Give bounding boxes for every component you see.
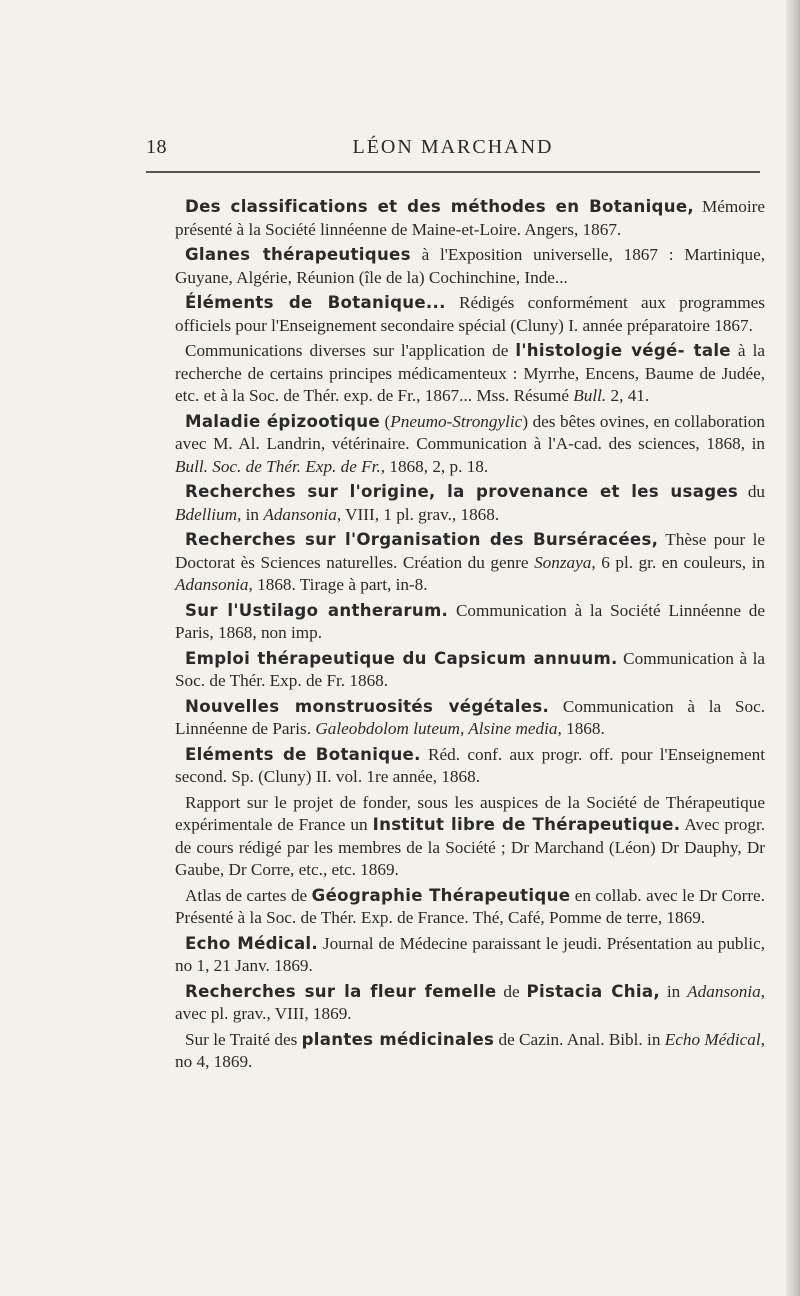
- entry-text: à l'Exposition universelle, 1867 : Martinique, Guyane, Algérie, Réunion (île de la) Cochinchine, Inde...: [175, 245, 765, 287]
- entry-text: Communications diverses sur l'application de: [185, 341, 516, 360]
- header-rule: [146, 171, 760, 173]
- entry-text: du: [738, 482, 766, 501]
- entry-taxon: Galeobdolom luteum, Alsine media: [315, 719, 558, 738]
- bibliography-entry: [175, 1029, 765, 1074]
- entry-journal: Adansonia: [175, 575, 249, 594]
- entry-journal: Bull.: [573, 386, 607, 405]
- entry-title: Recherches sur l'Organisation des Burséracées,: [185, 530, 659, 549]
- entry-title: Des classifications et des méthodes en Botanique,: [185, 197, 695, 216]
- entry-text: en collab. avec le Dr Corre. Présenté à la Soc. de Thér. Exp. de France. Thé, Café, Pomme de terre, 1869.: [175, 885, 765, 927]
- entry-text: , no 4, 1869.: [175, 1029, 765, 1071]
- entry-text: de Cazin. Anal. Bibl. in: [494, 1029, 665, 1049]
- bibliography-entry: [175, 411, 765, 479]
- bibliography-entry: [175, 933, 765, 978]
- entry-text: , 1868. Tirage à part, in-8.: [248, 575, 428, 594]
- entry-text: , 1868, 2, p. 18.: [380, 456, 489, 476]
- entry-title: Eléments de Botanique.: [185, 744, 421, 764]
- bibliography-list: [175, 196, 765, 1077]
- page-edge: [786, 0, 800, 1296]
- entry-text: de: [496, 981, 527, 1001]
- entry-title: Recherches sur l'origine, la provenance et les usages: [185, 482, 739, 501]
- page-number: 18: [146, 136, 167, 158]
- bibliography-entry: [175, 244, 765, 289]
- entry-title: Emploi thérapeutique du Capsicum annuum.: [185, 648, 618, 668]
- entry-text: in: [659, 981, 688, 1001]
- bibliography-entry: [175, 292, 765, 337]
- entry-text: Thèse pour le Doctorat ès Sciences naturelles. Création du genre: [175, 530, 765, 572]
- entry-title: Éléments de Botanique...: [185, 293, 446, 312]
- entry-title: l'histologie végé- tale: [515, 341, 731, 360]
- entry-text: Rédigés conformément aux programmes officiels pour l'Enseignement secondaire spécial (Cluny) I. année préparatoire 1867.: [175, 293, 765, 335]
- page-header: [146, 136, 760, 166]
- entry-taxon: Bdellium: [175, 504, 238, 524]
- entry-title: Glanes thérapeutiques: [185, 245, 411, 264]
- entry-title: Nouvelles monstruosités végétales.: [185, 696, 550, 716]
- entry-text: Communication à la Société Linnéenne de Paris, 1868, non imp.: [175, 600, 766, 642]
- entry-title: Recherches sur la fleur femelle: [185, 981, 497, 1001]
- bibliography-entry: [175, 696, 765, 741]
- entry-title: Pistacia Chia,: [526, 981, 660, 1001]
- entry-text: à la recherche de certains principes médicamenteux : Myrrhe, Encens, Baume de Judée, etc. et à la Soc. de Thér. exp. de Fr., 1867... Mss. Résumé: [175, 341, 765, 405]
- entry-title: Maladie épizootique: [185, 411, 380, 431]
- entry-taxon: Pneumo-Strongylic: [390, 411, 523, 431]
- entry-text: , VIII, 1 pl. grav., 1868.: [336, 504, 500, 524]
- entry-title: Institut libre de Thérapeutique.: [372, 815, 681, 834]
- bibliography-entry: [175, 648, 765, 693]
- entry-text: Sur le Traité des: [185, 1029, 302, 1049]
- entry-taxon: Sonzaya: [534, 552, 592, 572]
- entry-text: , 1868.: [557, 719, 605, 738]
- bibliography-entry: [175, 600, 765, 645]
- entry-text: , avec pl. grav., VIII, 1869.: [175, 981, 765, 1023]
- entry-title: Géographie Thérapeutique: [311, 885, 571, 905]
- entry-title: plantes médicinales: [301, 1029, 495, 1049]
- entry-text: (: [379, 411, 391, 431]
- bibliography-entry: [175, 196, 765, 241]
- entry-text: Avec progr. de cours rédigé par les membres de la Société ; Dr Marchand (Léon) Dr Dauphy, Dr Gaube, Dr Corre, etc., etc. 1869.: [175, 815, 766, 879]
- entry-text: Communication à la Soc. Linnéenne de Paris.: [175, 696, 765, 738]
- entry-text: Réd. conf. aux progr. off. pour l'Enseignement second. Sp. (Cluny) II. vol. 1re année, 1868.: [175, 744, 765, 786]
- entry-text: Journal de Médecine paraissant le jeudi. Présentation au public, no 1, 21 Janv. 1869.: [175, 933, 765, 975]
- entry-text: , in: [237, 504, 264, 524]
- bibliography-entry: [175, 981, 765, 1026]
- entry-text: , 6 pl. gr. en couleurs, in: [591, 552, 765, 572]
- entry-journal: Bull. Soc. de Thér. Exp. de Fr.: [175, 456, 381, 476]
- entry-text: 2, 41.: [606, 386, 650, 405]
- entry-journal: Adansonia: [263, 504, 337, 524]
- entry-title: Echo Médical.: [185, 933, 319, 953]
- bibliography-entry: [175, 481, 765, 526]
- bibliography-entry: [175, 529, 765, 597]
- bibliography-entry: [175, 744, 765, 789]
- entry-journal: Adansonia: [687, 981, 761, 1001]
- bibliography-entry: [175, 340, 765, 408]
- entry-text: Rapport sur le projet de fonder, sous les auspices de la Société de Thérapeutique expérimentale de France un: [175, 792, 765, 834]
- bibliography-entry: [175, 885, 765, 930]
- bibliography-entry: [175, 792, 765, 882]
- entry-text: ) des bêtes ovines, en collaboration avec M. Al. Landrin, vétérinaire. Communication à l'A-cad. des sciences, 1868, in: [175, 411, 765, 453]
- entry-text: Mémoire présenté à la Société linnéenne de Maine-et-Loire. Angers, 1867.: [175, 197, 765, 239]
- entry-text: Atlas de cartes de: [185, 885, 312, 905]
- entry-title: Sur l'Ustilago antherarum.: [185, 600, 449, 620]
- running-head: LÉON MARCHAND: [352, 136, 554, 158]
- entry-journal: Echo Médical: [664, 1029, 761, 1049]
- entry-text: Communication à la Soc. de Thér. Exp. de Fr. 1868.: [175, 648, 765, 690]
